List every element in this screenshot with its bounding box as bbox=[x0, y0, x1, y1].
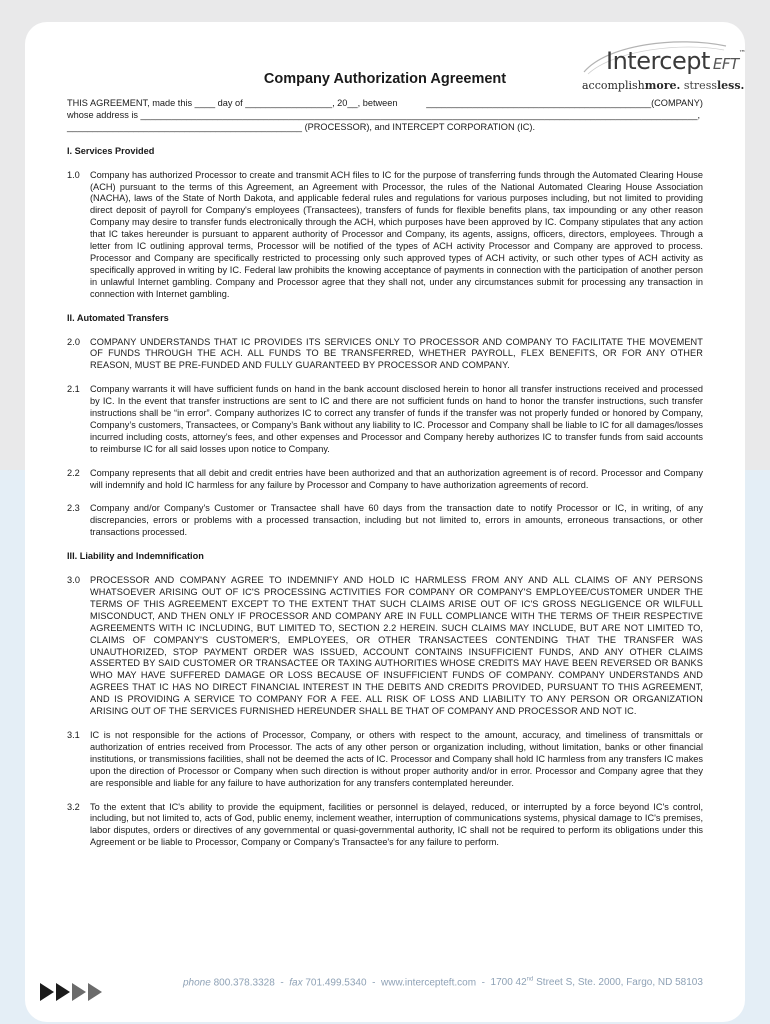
clause-number: 3.0 bbox=[67, 575, 81, 586]
section-heading: I. Services Provided bbox=[67, 145, 155, 156]
intercept-eft-logo bbox=[578, 38, 746, 98]
logo-tagline: accomplishmore. stressless. bbox=[582, 79, 745, 92]
clause-2-0 bbox=[67, 337, 703, 373]
clause-text: IC is not responsible for the actions of Processor, Company, or others with respect to the amount, accuracy, and timeliness of transmittals or authorization of entries received from Processor. The acts of any other person or organization including, without limitation, banks or other financial institutions, or transmissions facilities, shall not be deemed the acts of IC. Processor and Company shall hold IC harmless from any transfers IC makes upon the direction of Processor or Company when such direction is without proper authority and/or in error. Processor and Company agree that they are responsible and liable for any failure to have authorization for any transfers contemplated hereunder. bbox=[90, 729, 703, 788]
clause-text: To the extent that IC's ability to provide the equipment, facilities or personnel is delayed, reduced, or interrupted by a force beyond IC's control, including, but not limited to, acts of God, public enemy, inclement weather, interruption of communications systems, physical damage to IC's premises, labor disputes, orders or directives of any governmental or quasi-governmental authority, IC shall not be required to perform its obligations under this Agreement or be liable to Processor, Company or Company's Transactee's for any failure to perform. bbox=[90, 801, 703, 848]
arrow-right-icon bbox=[40, 983, 54, 1001]
arrow-right-icon bbox=[88, 983, 102, 1001]
clause-number: 2.1 bbox=[67, 384, 80, 395]
company-name-blank: ____________________________________________(COMPANY) bbox=[426, 98, 703, 108]
clause-3-0 bbox=[67, 575, 703, 718]
section-heading: II. Automated Transfers bbox=[67, 312, 169, 323]
arrow-right-icon bbox=[56, 983, 70, 1001]
clause-number: 1.0 bbox=[67, 169, 80, 180]
arrow-right-icon bbox=[72, 983, 86, 1001]
clause-text: Company warrants it will have sufficient funds on hand in the bank account disclosed herein to honor all transfer instructions received and processed by IC. In the event that transfer instructions are sent to IC and there are not sufficient funds on hand to honor the transfer instructions, such transfer instructions shall be “in error”. Company authorizes IC to correct any transfer of funds if the transfer was not properly funded or honored by Company, Company’s customers, Transactees, or Company’s Bank without any liability to IC. Processor and Company shall be liable to IC for all damages/losses incurred including costs, attorney’s fees, and other expenses and Processor and Company hereby authorizes IC to transfer funds from said accounts to reimburse IC for all said losses upon notice to Company. bbox=[90, 384, 703, 454]
document-title: Company Authorization Agreement bbox=[263, 71, 507, 87]
clause-text: PROCESSOR AND COMPANY AGREE TO INDEMNIFY AND HOLD IC HARMLESS FROM ANY AND ALL CLAIMS OF ANY PERSONS WHATSOEVER ARISING OUT OF IC'S PROCESSING ACTIVITIES FOR COMPANY OR COMPANY'S EMPLOYEE/CUSTOMER UNDER THE TERMS OF THIS AGREEMENT EXCEPT TO THE EXTENT THAT SUCH CLAIMS ARISE OUT OF IC'S GROSS NEGLIGENCE OR WILFULL MISCONDUCT, AND THEN ONLY IF PROCESSOR AND COMPANY ARE IN FULL COMPLIANCE WITH THE TERMS OF THEIR RESPECTIVE AGREEMENTS WITH IC INCLUDING, BUT LIMITED TO, SECTION 2.2 HEREIN. SUCH CLAIMS MAY INCLUDE, BUT ARE NOT LIMITED TO, CLAIMS OF COMPANY'S CUSTOMER'S, EMPLOYEES, OR OTHER TRANSACTEES CONTENDING THAT THE TRANSFER WAS UNAUTHORIZED, STOP PAYMENT ORDER WAS ISSUED, ACCOUNT CONTAINS INSUFFICIENT FUNDS, AND ANY OTHER CLAIMS ASSERTED BY SAID CUSTOMER OR TRANSACTEE OR TAXING AUTHORITIES WHOSE CREDITS MAY HAVE BEEN REVERSED OR BANKS WHO MAY HAVE SUFFERED DAMAGE OR LOSS BECAUSE OF INSUFFICIENT FUNDS OF COMPANY. COMPANY UNDERSTANDS AND AGREES THAT IC HAS NO DIRECT FINANCIAL INTEREST IN THE DEBITS AND CREDITS PROVIDED, PURSUANT TO THIS AGREEMENT, AND IS PROVIDING A SERVICE TO COMPANY FOR A FEE. ALL RISK OF LOSS AND LIABILITY TO ANY PERSON OR ORGANIZATION ARISING OUT OF THE SERVICES FURNISHED HEREUNDER SHALL BE THAT OF COMPANY AND PROCESSOR AND NOT IC. bbox=[90, 575, 703, 717]
clause-text: Company and/or Company's Customer or Transactee shall have 60 days from the transaction date to notify Processor or IC, in writing, of any discrepancies, errors or problems with a processed transaction, including but not limited to, errors in amounts, erroneous transactions, or other transactions processed. bbox=[90, 503, 703, 538]
clause-1-0 bbox=[67, 170, 703, 301]
agreement-preamble bbox=[67, 98, 703, 134]
clause-number: 2.2 bbox=[67, 467, 80, 478]
clause-text: Company has authorized Processor to create and transmit ACH files to IC for the purpose of transferring funds through the Automated Clearing House (ACH) pursuant to the terms of this Agreement, an Agreement with Processor, the rules of the National Automated Clearing House Association (NACHA), laws of the State of North Dakota, and applicable federal rules and regulations for various purposes including, but not limited to providing direct deposit of payroll for Company's employees (Transactees), transfers of funds for flexible benefits plans, tax impounding or any other reason Company may desire to transfer funds electronically through the ACH, which purposes have been approved by IC. Company stipulates that any action that IC takes hereunder is pursuant to apparent authority of Processor and Company, its agents, assigns, officers, directors, employees. Through a letter from IC outlining approval terms, Processor will be notified of the types of ACH activity Processor and Company are approved to process. Processor and Company are specifically restricted to processing only such approved types of ACH activity, or such other types of ACH activity as specifically approved in writing by IC. Federal law prohibits the knowing acceptance of payments in connection with the participation of another person in unlawful Internet gambling. Company and Processor agree that they shall not, under any circumstances submit for processing any transaction in connection with Internet gambling. bbox=[90, 169, 703, 299]
clause-3-1 bbox=[67, 730, 703, 790]
website-link[interactable]: www.intercepteft.com bbox=[381, 977, 477, 989]
logo-wordmark: Intercept EFT™ bbox=[606, 47, 746, 75]
fax-number: 701.499.5340 bbox=[305, 977, 367, 989]
clause-number: 2.0 bbox=[67, 336, 81, 347]
clause-2-1 bbox=[67, 384, 703, 455]
clause-2-2 bbox=[67, 468, 703, 492]
clause-3-2 bbox=[67, 802, 703, 850]
clause-number: 2.3 bbox=[67, 503, 80, 514]
processor-name-blank: ______________________________________________ (PROCESSOR), and INTERCEPT CORPORATION (IC). bbox=[67, 121, 535, 132]
preamble-date-blank: THIS AGREEMENT, made this ____ day of _________________, 20__, between bbox=[67, 98, 398, 108]
phone-number: 800.378.3328 bbox=[213, 977, 275, 989]
page-arrows-decoration bbox=[40, 983, 102, 1001]
company-address-blank: whose address is _____________________________________________________________________________________________________________, bbox=[67, 109, 701, 120]
contact-footer: phone 800.378.3328 - fax 701.499.5340 - www.intercepteft.com - 1700 42nd Street S, Ste. 2000, Fargo, ND 58103 bbox=[183, 977, 703, 989]
clause-text: Company represents that all debit and credit entries have been authorized and that an authorization agreement is of record. Processor and Company will indemnify and hold IC harmless for any failure by Processor and Company to have authorization agreements of record. bbox=[90, 467, 703, 490]
clause-number: 3.2 bbox=[67, 801, 80, 812]
phone-label: phone bbox=[183, 977, 211, 989]
fax-label: fax bbox=[289, 977, 303, 989]
street-address: 1700 42nd Street S, Ste. 2000, Fargo, ND 58103 bbox=[490, 977, 703, 989]
agreement-body bbox=[67, 98, 703, 861]
clause-text: COMPANY UNDERSTANDS THAT IC PROVIDES ITS SERVICES ONLY TO PROCESSOR AND COMPANY TO FACILITATE THE MOVEMENT OF FUNDS THROUGH THE ACH. ALL FUNDS TO BE TRANSFERRED, WHETHER PAYROLL, FLEX BENEFITS, OR FOR ANY OTHER REASON, MUST BE PRE-FUNDED AND FULLY GUARANTEED BY PROCESSOR AND COMPANY. bbox=[90, 336, 703, 371]
preamble-line-1 bbox=[67, 98, 703, 110]
clause-2-3 bbox=[67, 503, 703, 539]
section-heading: III. Liability and Indemnification bbox=[67, 551, 204, 562]
clause-number: 3.1 bbox=[67, 729, 80, 740]
